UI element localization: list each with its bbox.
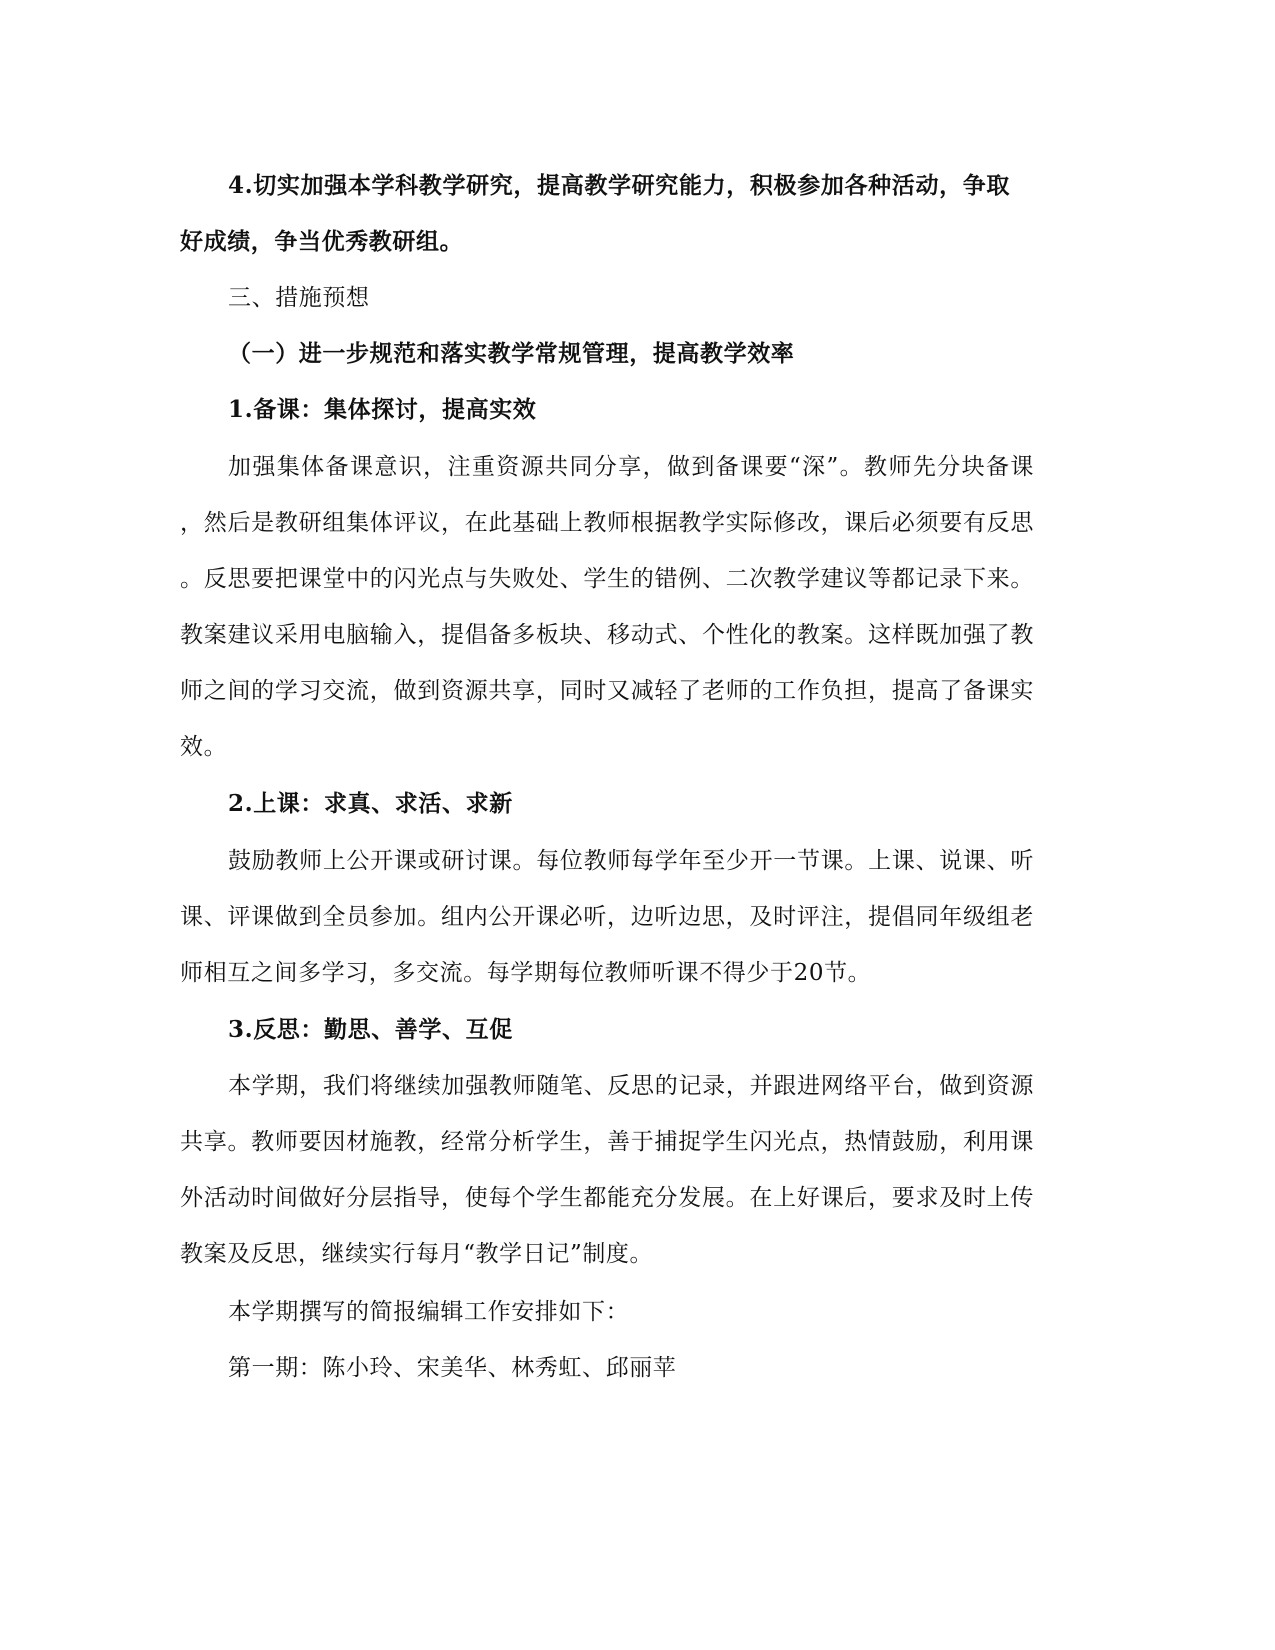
item-3-body-line: 本学期，我们将继续加强教师随笔、反思的记录，并跟进网络平台，做到资源: [228, 1073, 1034, 1099]
item-2-title: 2.上课：求真、求活、求新: [228, 790, 513, 817]
item-3-body-line: 教案及反思，继续实行每月“教学日记”制度。: [180, 1241, 654, 1267]
item-1-body-line: ，然后是教研组集体评议，在此基础上教师根据教学实际修改，课后必须要有反思: [180, 510, 1034, 536]
item-1-body-line: 师之间的学习交流，做到资源共享，同时又减轻了老师的工作负担，提高了备课实: [180, 678, 1034, 704]
item-2-body-line: 鼓励教师上公开课或研讨课。每位教师每学年至少开一节课。上课、说课、听: [228, 848, 1034, 874]
item-3-title: 3.反思：勤思、善学、互促: [228, 1016, 513, 1043]
item-3-body-line: 外活动时间做好分层指导，使每个学生都能充分发展。在上好课后，要求及时上传: [180, 1185, 1034, 1211]
item-1-body-line: 加强集体备课意识，注重资源共同分享，做到备课要“深”。教师先分块备课: [228, 454, 1034, 480]
item-1-body-line: 教案建议采用电脑输入，提倡备多板块、移动式、个性化的教案。这样既加强了教: [180, 622, 1034, 648]
item-1-body-line: 。反思要把课堂中的闪光点与失败处、学生的错例、二次教学建议等都记录下来。: [180, 566, 1034, 592]
item-2-body-line: 课、评课做到全员参加。组内公开课必听，边听边思，及时评注，提倡同年级组老: [180, 904, 1034, 930]
subsection-1-title: （一）进一步规范和落实教学常规管理，提高教学效率: [228, 340, 795, 367]
item-1-title: 1.备课：集体探讨，提高实效: [228, 396, 537, 423]
heading-4-line-1: 4.切实加强本学科教学研究，提高教学研究能力，积极参加各种活动，争取: [228, 172, 1010, 199]
newsletter-issue-1: 第一期：陈小玲、宋美华、林秀虹、邱丽苹: [228, 1355, 677, 1381]
section-3-title: 三、措施预想: [228, 285, 370, 311]
newsletter-intro: 本学期撰写的简报编辑工作安排如下：: [228, 1299, 630, 1325]
item-1-body-line: 效。: [180, 734, 228, 760]
item-3-body-line: 共享。教师要因材施教，经常分析学生，善于捕捉学生闪光点，热情鼓励，利用课: [180, 1129, 1034, 1155]
item-2-body-line: 师相互之间多学习，多交流。每学期每位教师听课不得少于20节。: [180, 960, 872, 986]
heading-4-line-2: 好成绩，争当优秀教研组。: [180, 228, 464, 255]
